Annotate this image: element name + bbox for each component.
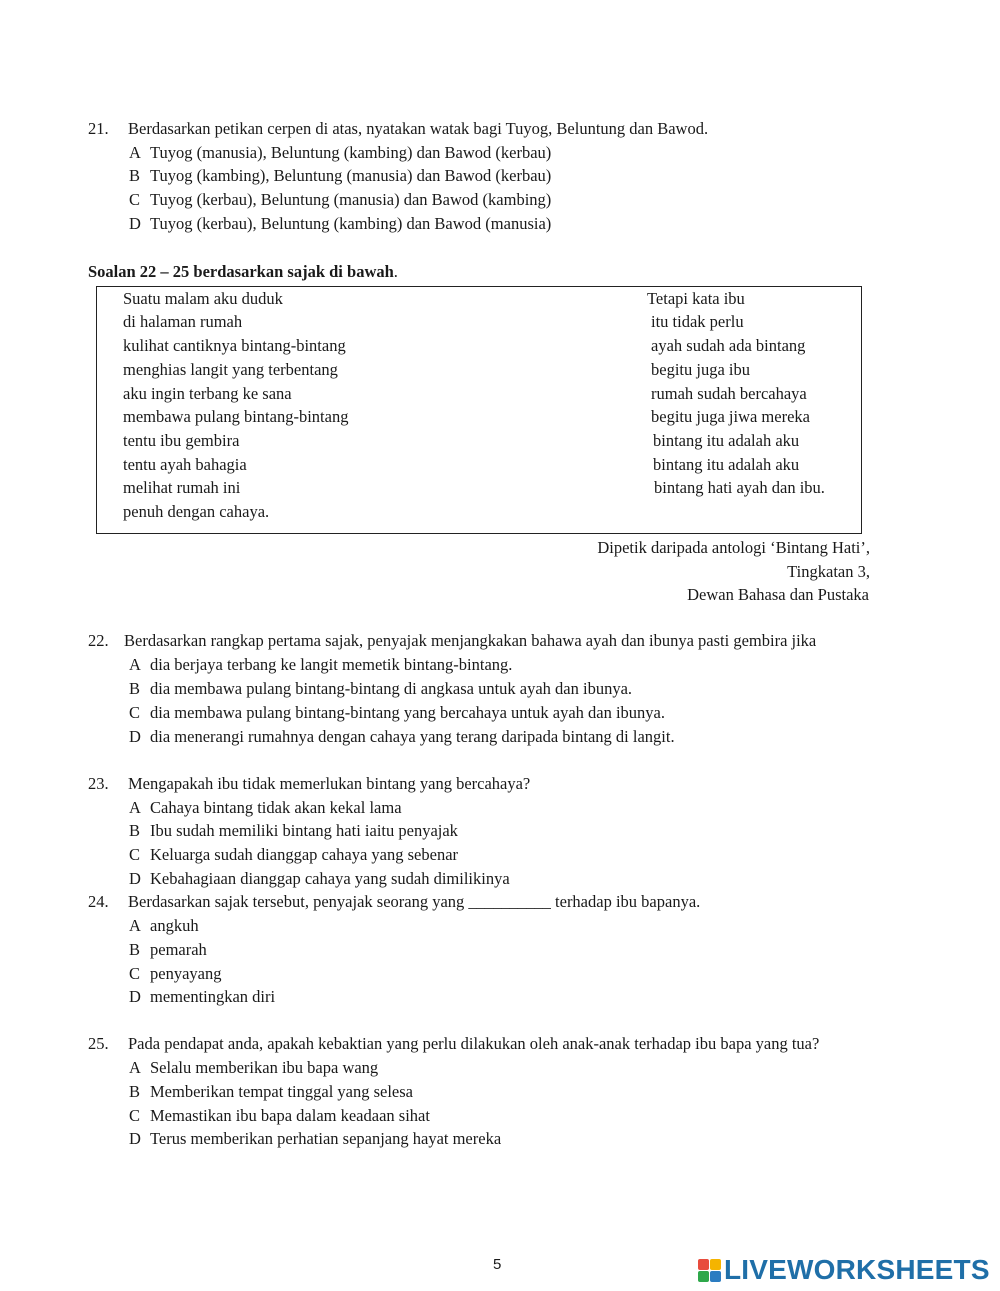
poem-left-line: membawa pulang bintang-bintang <box>123 407 349 426</box>
option-d[interactable]: D dia menerangi rumahnya dengan cahaya yang terang daripada bintang di langit. <box>129 727 675 746</box>
question-text: Pada pendapat anda, apakah kebaktian yang perlu dilakukan oleh anak-anak terhadap ibu bapa yang tua? <box>128 1034 820 1053</box>
logo-blocks-icon <box>698 1259 721 1282</box>
poem-right-line: bintang hati ayah dan ibu. <box>654 478 825 497</box>
option-d[interactable]: D Kebahagiaan dianggap cahaya yang sudah dimilikinya <box>129 869 510 888</box>
question-number: 21. <box>88 119 109 138</box>
question-text: Mengapakah ibu tidak memerlukan bintang yang bercahaya? <box>128 774 531 793</box>
option-b[interactable]: B Tuyog (kambing), Beluntung (manusia) dan Bawod (kerbau) <box>129 166 552 185</box>
page-number: 5 <box>493 1256 502 1273</box>
poem-right-line: Tetapi kata ibu <box>647 289 745 308</box>
question-number: 23. <box>88 774 109 793</box>
liveworksheets-logo[interactable] <box>698 1253 990 1287</box>
logo-text: LIVEWORKSHEETS <box>724 1254 990 1286</box>
option-a[interactable]: A Selalu memberikan ibu bapa wang <box>129 1058 379 1077</box>
question-number: 24. <box>88 892 109 911</box>
poem-right-line: bintang itu adalah aku <box>653 431 800 450</box>
poem-left-line: aku ingin terbang ke sana <box>123 384 292 403</box>
question-number: 22. <box>88 631 109 650</box>
option-d[interactable]: D Tuyog (kerbau), Beluntung (kambing) dan Bawod (manusia) <box>129 214 552 233</box>
logo-block <box>698 1271 709 1282</box>
question-number: 25. <box>88 1034 109 1053</box>
question-text: Berdasarkan petikan cerpen di atas, nyatakan watak bagi Tuyog, Beluntung dan Bawod. <box>128 119 709 138</box>
option-c[interactable]: C Keluarga sudah dianggap cahaya yang sebenar <box>129 845 459 864</box>
logo-block <box>698 1259 709 1270</box>
option-b[interactable]: B dia membawa pulang bintang-bintang di angkasa untuk ayah dan ibunya. <box>129 679 633 698</box>
question-text: Berdasarkan rangkap pertama sajak, penyajak menjangkakan bahawa ayah dan ibunya pasti gembira jika <box>124 631 817 650</box>
poem-left-line: Suatu malam aku duduk <box>123 289 283 308</box>
poem-left-line: tentu ayah bahagia <box>123 455 247 474</box>
option-c[interactable]: C dia membawa pulang bintang-bintang yang bercahaya untuk ayah dan ibunya. <box>129 703 665 722</box>
source-line: Dewan Bahasa dan Pustaka <box>687 585 869 604</box>
poem-right-line: bintang itu adalah aku <box>653 455 800 474</box>
question-text: Berdasarkan sajak tersebut, penyajak seorang yang __________ terhadap ibu bapanya. <box>128 892 701 911</box>
option-a[interactable]: A Tuyog (manusia), Beluntung (kambing) dan Bawod (kerbau) <box>129 143 552 162</box>
source-line: Dipetik daripada antologi ‘Bintang Hati’, <box>597 538 870 557</box>
logo-block <box>710 1259 721 1270</box>
poem-left-line: tentu ibu gembira <box>123 431 240 450</box>
poem-left-line: di halaman rumah <box>123 312 243 331</box>
option-d[interactable]: D Terus memberikan perhatian sepanjang hayat mereka <box>129 1129 502 1148</box>
poem-right-line: begitu juga ibu <box>651 360 750 379</box>
option-a[interactable]: A Cahaya bintang tidak akan kekal lama <box>129 798 402 817</box>
poem-left-line: penuh dengan cahaya. <box>123 502 270 521</box>
poem-right-line: begitu juga jiwa mereka <box>651 407 810 426</box>
option-c[interactable]: C Tuyog (kerbau), Beluntung (manusia) dan Bawod (kambing) <box>129 190 552 209</box>
option-b[interactable]: B Memberikan tempat tinggal yang selesa <box>129 1082 414 1101</box>
poem-left-line: menghias langit yang terbentang <box>123 360 338 379</box>
logo-block <box>710 1271 721 1282</box>
poem-left-line: kulihat cantiknya bintang-bintang <box>123 336 346 355</box>
poem-box <box>96 286 862 534</box>
poem-right-line: ayah sudah ada bintang <box>651 336 806 355</box>
section-heading: Soalan 22 – 25 berdasarkan sajak di bawah. <box>88 262 398 281</box>
poem-left-line: melihat rumah ini <box>123 478 241 497</box>
option-b[interactable]: B Ibu sudah memiliki bintang hati iaitu penyajak <box>129 821 458 840</box>
option-d[interactable]: D mementingkan diri <box>129 987 276 1006</box>
poem-right-line: itu tidak perlu <box>651 312 744 331</box>
option-c[interactable]: C Memastikan ibu bapa dalam keadaan sihat <box>129 1106 430 1125</box>
source-line: Tingkatan 3, <box>787 562 870 581</box>
option-b[interactable]: B pemarah <box>129 940 207 959</box>
option-a[interactable]: A dia berjaya terbang ke langit memetik bintang-bintang. <box>129 655 513 674</box>
option-c[interactable]: C penyayang <box>129 964 222 983</box>
poem-right-line: rumah sudah bercahaya <box>651 384 807 403</box>
option-a[interactable]: A angkuh <box>129 916 199 935</box>
